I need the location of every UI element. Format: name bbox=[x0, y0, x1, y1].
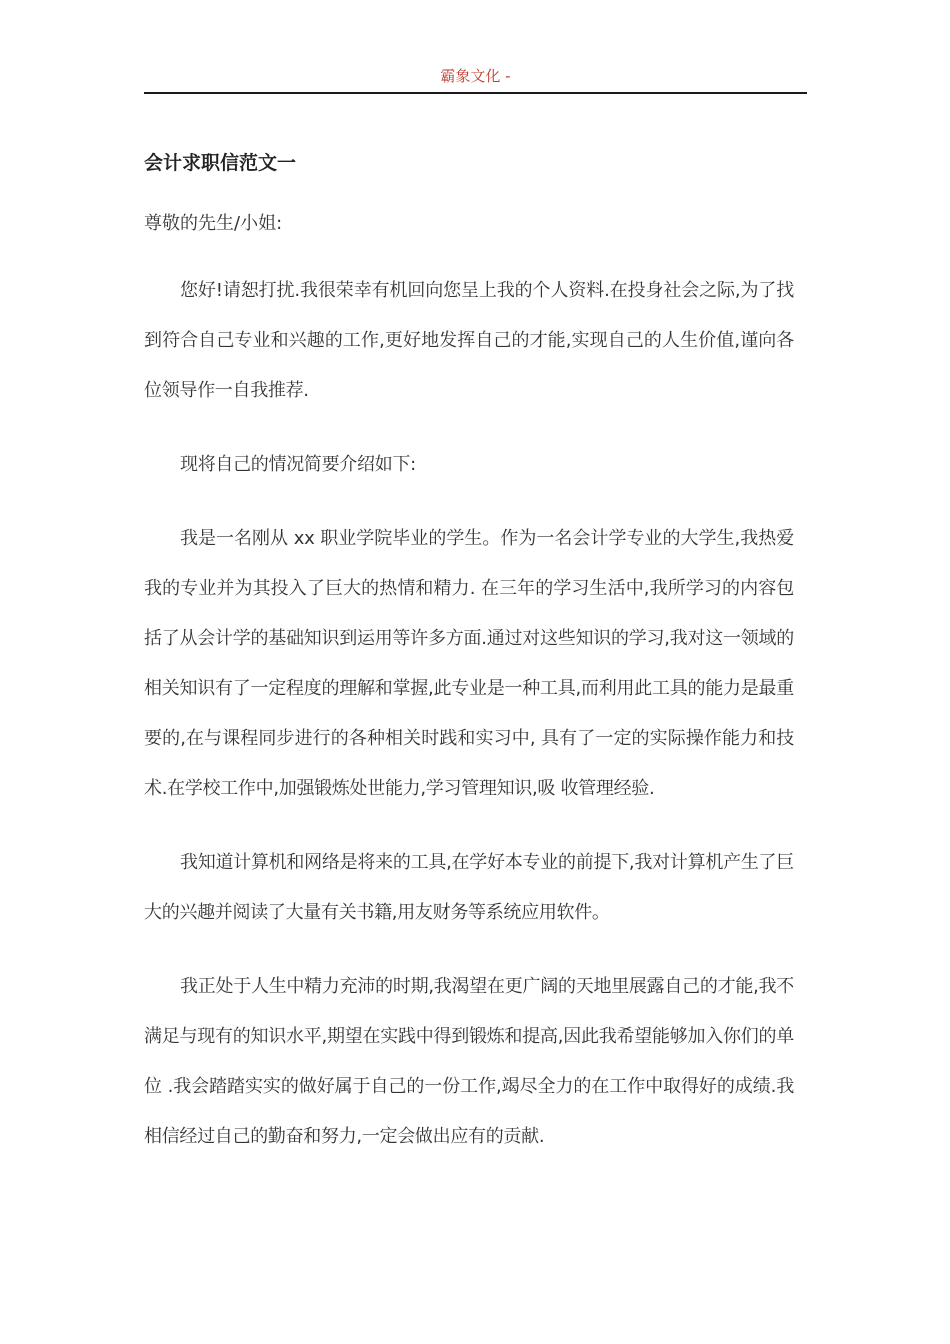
page-header bbox=[144, 66, 807, 94]
paragraph-computer-skills: 我知道计算机和网络是将来的工具,在学好本专业的前提下,我对计算机产生了巨大的兴趣并阅读了大量有关书籍,用友财务等系统应用软件。 bbox=[144, 852, 794, 923]
header-brand-text: 霸象文化 - bbox=[440, 67, 511, 85]
paragraph-greeting: 您好!请恕打扰.我很荣幸有机回向您呈上我的个人资料.在投身社会之际,为了找到符合自己专业和兴趣的工作,更好地发挥自己的才能,实现自己的人生价值,谨向各位领导作一自我推荐. bbox=[144, 280, 794, 401]
paragraph-education: 我是一名刚从 xx 职业学院毕业的学生。作为一名会计学专业的大学生,我热爱我的专业并为其投入了巨大的热情和精力. 在三年的学习生活中,我所学习的内容包括了从会计学的基础知识到运用等许多方面.通过对这些知识的学习,我对这一领域的相关知识有了一定程度的理解和掌握,此专业是一种工具,而利用此工具的能力是最重要的,在与课程同步进行的各种相关时践和实习中, 具有了一定的实际操作能力和技术.在学校工作中,加强锻炼处世能力,学习管理知识,吸 收管理经验. bbox=[144, 528, 794, 799]
document-body bbox=[144, 144, 794, 1162]
paragraph-closing: 我正处于人生中精力充沛的时期,我渴望在更广阔的天地里展露自己的才能,我不满足与现有的知识水平,期望在实践中得到锻炼和提高,因此我希望能够加入你们的单位 .我会踏踏实实的做好属于自己的一份工作,竭尽全力的在工作中取得好的成绩.我相信经过自己的勤奋和努力,一定会做出应有的贡献. bbox=[144, 976, 794, 1147]
document-title: 会计求职信范文一 bbox=[144, 152, 297, 174]
paragraph-intro: 现将自己的情况简要介绍如下: bbox=[180, 454, 416, 475]
salutation: 尊敬的先生/小姐: bbox=[144, 213, 283, 234]
